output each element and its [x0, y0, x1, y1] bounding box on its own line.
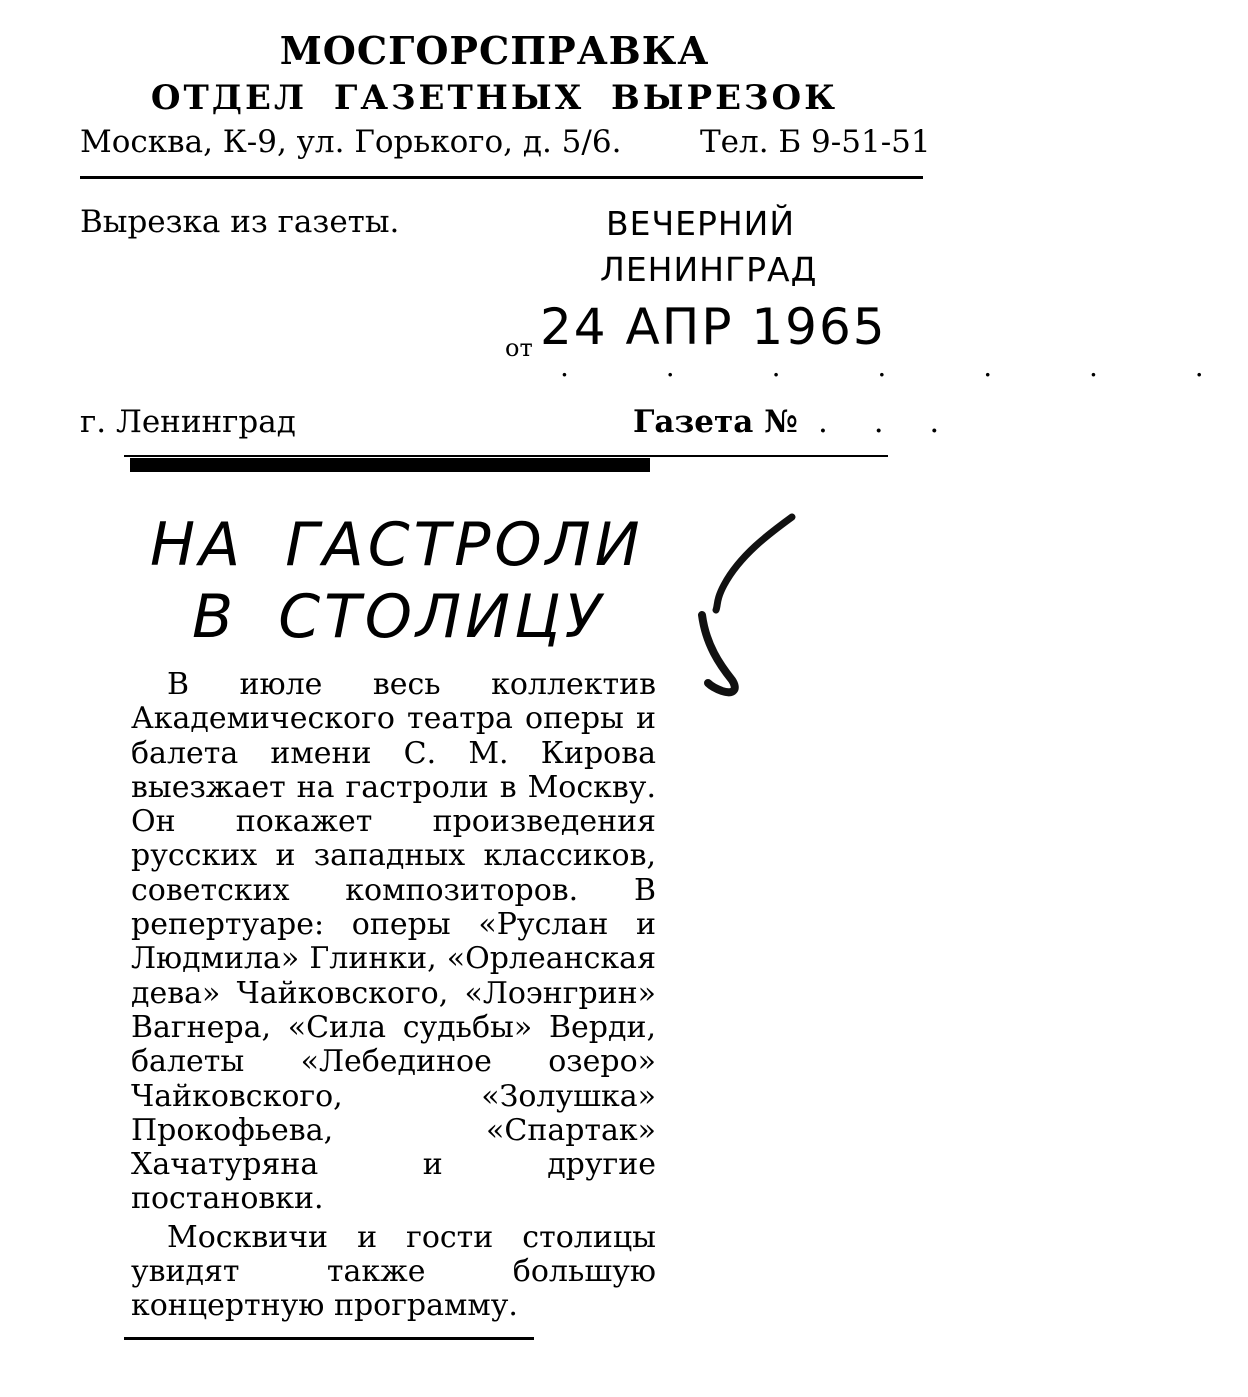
dot-leader: . . . . . . . — [560, 350, 1248, 383]
article-title-line2: В СТОЛИЦУ — [192, 582, 606, 652]
article-paragraph: В июле весь коллектив Академического театра оперы и балета имени С. М. Кирова выезжает на гастроли в Москву. Он покажет произведения русских и западных классиков, советских композиторов. В репертуаре: оперы «Руслан и Людмила» Глинки, «Орлеанская дева» Чайковского, «Лоэнгрин» Вагнера, «Сила судьбы» Верди, балеты «Лебединое озеро» Чайковского, «Золушка» Прокофьева, «Спартак» Хачатуряна и другие постановки. — [131, 667, 656, 1217]
phone: Тел. Б 9-51-51 — [700, 124, 931, 160]
newspaper-name-line1: ВЕЧЕРНИЙ — [606, 204, 796, 243]
thick-rule — [130, 458, 650, 472]
address: Москва, К-9, ул. Горького, д. 5/6. — [80, 124, 622, 160]
article-body — [131, 668, 656, 1324]
source-label: Вырезка из газеты. — [80, 204, 400, 240]
date-prefix: от — [505, 334, 533, 362]
org-name: МОСГОРСПРАВКА — [279, 28, 710, 73]
issue-label: Газета № — [633, 404, 798, 440]
department-name: ОТДЕЛ ГАЗЕТНЫХ ВЫРЕЗОК — [150, 78, 839, 118]
article-title-line1: НА ГАСТРОЛИ — [150, 510, 644, 580]
issue-dots: . . . — [818, 404, 958, 440]
thin-rule — [124, 455, 888, 457]
handwritten-number-mark — [680, 505, 810, 720]
bottom-rule — [124, 1337, 534, 1340]
newspaper-name-line2: ЛЕНИНГРАД — [600, 250, 818, 289]
header-divider — [80, 176, 923, 179]
date-stamp: 24 АПР 1965 — [540, 298, 887, 356]
article-paragraph: Москвичи и гости столицы увидят также большую концертную программу. — [131, 1219, 656, 1324]
city-label: г. Ленинград — [80, 404, 296, 440]
